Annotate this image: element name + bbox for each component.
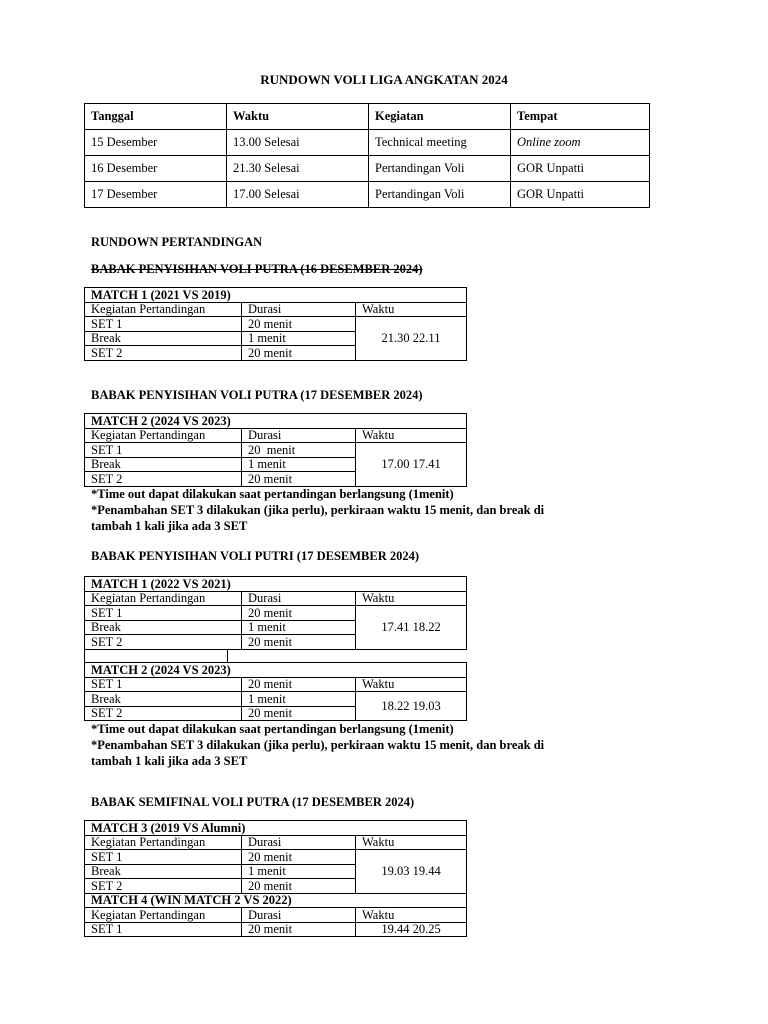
col-header-time: Waktu <box>356 591 467 606</box>
page-title: RUNDOWN VOLI LIGA ANGKATAN 2024 <box>260 72 508 87</box>
col-header-activity: Kegiatan Pertandingan <box>85 908 242 923</box>
activity-cell: SET 2 <box>85 706 242 721</box>
match-title: MATCH 1 (2021 VS 2019) <box>85 288 467 303</box>
col-header-duration: Durasi <box>242 835 356 850</box>
col-header-time: Waktu <box>356 428 467 443</box>
timeout-note: *Time out dapat dilakukan saat pertandingan berlangsung (1menit) <box>91 487 454 501</box>
activity-cell: SET 2 <box>85 472 242 487</box>
col-header-time: Waktu <box>356 908 467 923</box>
activity-cell: SET 1 <box>85 606 242 621</box>
time-cell: 18.22 19.03 <box>356 692 467 721</box>
match-table <box>84 662 467 721</box>
schedule-table <box>84 103 650 208</box>
table-row <box>85 156 650 182</box>
match-table <box>84 413 467 487</box>
time-cell: 19.44 20.25 <box>356 922 467 937</box>
section-heading: BABAK PENYISIHAN VOLI PUTRA (17 DESEMBER 2024) <box>91 388 423 402</box>
activity-cell: SET 1 <box>85 922 242 937</box>
set3-note-cont: tambah 1 kali jika ada 3 SET <box>91 754 248 768</box>
activity-cell: SET 1 <box>85 317 242 332</box>
cell-tempat: GOR Unpatti <box>511 156 650 182</box>
activity-cell: Break <box>85 331 242 346</box>
set3-note-cont: tambah 1 kali jika ada 3 SET <box>91 519 248 533</box>
header-tanggal: Tanggal <box>85 104 227 130</box>
duration-cell: 20 menit <box>242 635 356 650</box>
col-header-activity: Kegiatan Pertandingan <box>85 591 242 606</box>
section-heading: BABAK PENYISIHAN VOLI PUTRI (17 DESEMBER 2024) <box>91 549 420 563</box>
col-header-time: Waktu <box>356 302 467 317</box>
table-header-row <box>85 104 650 130</box>
time-cell: 17.00 17.41 <box>356 443 467 487</box>
activity-cell: SET 1 <box>85 443 242 458</box>
time-cell: 17.41 18.22 <box>356 606 467 650</box>
duration-cell: 20 menit <box>242 443 356 458</box>
cell-kegiatan: Technical meeting <box>369 130 511 156</box>
duration-cell: 20 menit <box>242 879 356 894</box>
match-title: MATCH 4 (WIN MATCH 2 VS 2022) <box>85 893 467 908</box>
duration-cell: 20 menit <box>242 346 356 361</box>
col-header-duration: Durasi <box>242 302 356 317</box>
activity-cell: SET 2 <box>85 879 242 894</box>
match-title: MATCH 1 (2022 VS 2021) <box>85 577 467 592</box>
duration-cell: 20 menit <box>242 606 356 621</box>
header-tempat: Tempat <box>511 104 650 130</box>
activity-cell: Break <box>85 457 242 472</box>
duration-cell: 20 menit <box>242 850 356 865</box>
cell-tempat: GOR Unpatti <box>511 182 650 208</box>
set3-note: *Penambahan SET 3 dilakukan (jika perlu), perkiraan waktu 15 menit, dan break di <box>91 503 545 517</box>
table-divider <box>84 649 228 662</box>
cell-waktu: 21.30 Selesai <box>227 156 369 182</box>
table-row <box>85 182 650 208</box>
col-header-activity: Kegiatan Pertandingan <box>85 302 242 317</box>
duration-cell: 20 menit <box>242 922 356 937</box>
table-row <box>85 130 650 156</box>
match-title: MATCH 2 (2024 VS 2023) <box>85 414 467 429</box>
col-header-time: Waktu <box>356 835 467 850</box>
duration-cell: 1 menit <box>242 692 356 707</box>
match-table <box>84 287 467 361</box>
duration-cell: 1 menit <box>242 620 356 635</box>
duration-cell: 20 menit <box>242 706 356 721</box>
duration-cell: 1 menit <box>242 457 356 472</box>
set3-note: *Penambahan SET 3 dilakukan (jika perlu), perkiraan waktu 15 menit, dan break di <box>91 738 545 752</box>
col-header-time: Waktu <box>356 677 467 692</box>
header-waktu: Waktu <box>227 104 369 130</box>
activity-cell: SET 2 <box>85 635 242 650</box>
activity-cell: Break <box>85 620 242 635</box>
cell-kegiatan: Pertandingan Voli <box>369 182 511 208</box>
activity-cell: Break <box>85 692 242 707</box>
cell-waktu: 13.00 Selesai <box>227 130 369 156</box>
duration-cell: 20 menit <box>242 472 356 487</box>
activity-cell: SET 1 <box>85 677 242 692</box>
section-heading: BABAK PENYISIHAN VOLI PUTRA (16 DESEMBER 2024) <box>91 262 423 276</box>
duration-cell: 20 menit <box>242 677 356 692</box>
match-title: MATCH 2 (2024 VS 2023) <box>85 663 467 678</box>
col-header-duration: Durasi <box>242 428 356 443</box>
header-kegiatan: Kegiatan <box>369 104 511 130</box>
duration-cell: 20 menit <box>242 317 356 332</box>
timeout-note: *Time out dapat dilakukan saat pertandingan berlangsung (1menit) <box>91 722 454 736</box>
cell-tempat: Online zoom <box>511 130 650 156</box>
cell-tanggal: 15 Desember <box>85 130 227 156</box>
activity-cell: Break <box>85 864 242 879</box>
section-heading: BABAK SEMIFINAL VOLI PUTRA (17 DESEMBER 2024) <box>91 795 415 809</box>
rundown-heading: RUNDOWN PERTANDINGAN <box>91 235 263 249</box>
col-header-activity: Kegiatan Pertandingan <box>85 835 242 850</box>
duration-cell: 1 menit <box>242 864 356 879</box>
activity-cell: SET 2 <box>85 346 242 361</box>
activity-cell: SET 1 <box>85 850 242 865</box>
duration-cell: 1 menit <box>242 331 356 346</box>
match-title: MATCH 3 (2019 VS Alumni) <box>85 821 467 836</box>
time-cell: 21.30 22.11 <box>356 317 467 361</box>
match-table <box>84 820 467 937</box>
cell-kegiatan: Pertandingan Voli <box>369 156 511 182</box>
time-cell: 19.03 19.44 <box>356 850 467 894</box>
col-header-activity: Kegiatan Pertandingan <box>85 428 242 443</box>
col-header-duration: Durasi <box>242 591 356 606</box>
match-table <box>84 576 467 650</box>
cell-waktu: 17.00 Selesai <box>227 182 369 208</box>
cell-tanggal: 16 Desember <box>85 156 227 182</box>
cell-tanggal: 17 Desember <box>85 182 227 208</box>
col-header-duration: Durasi <box>242 908 356 923</box>
